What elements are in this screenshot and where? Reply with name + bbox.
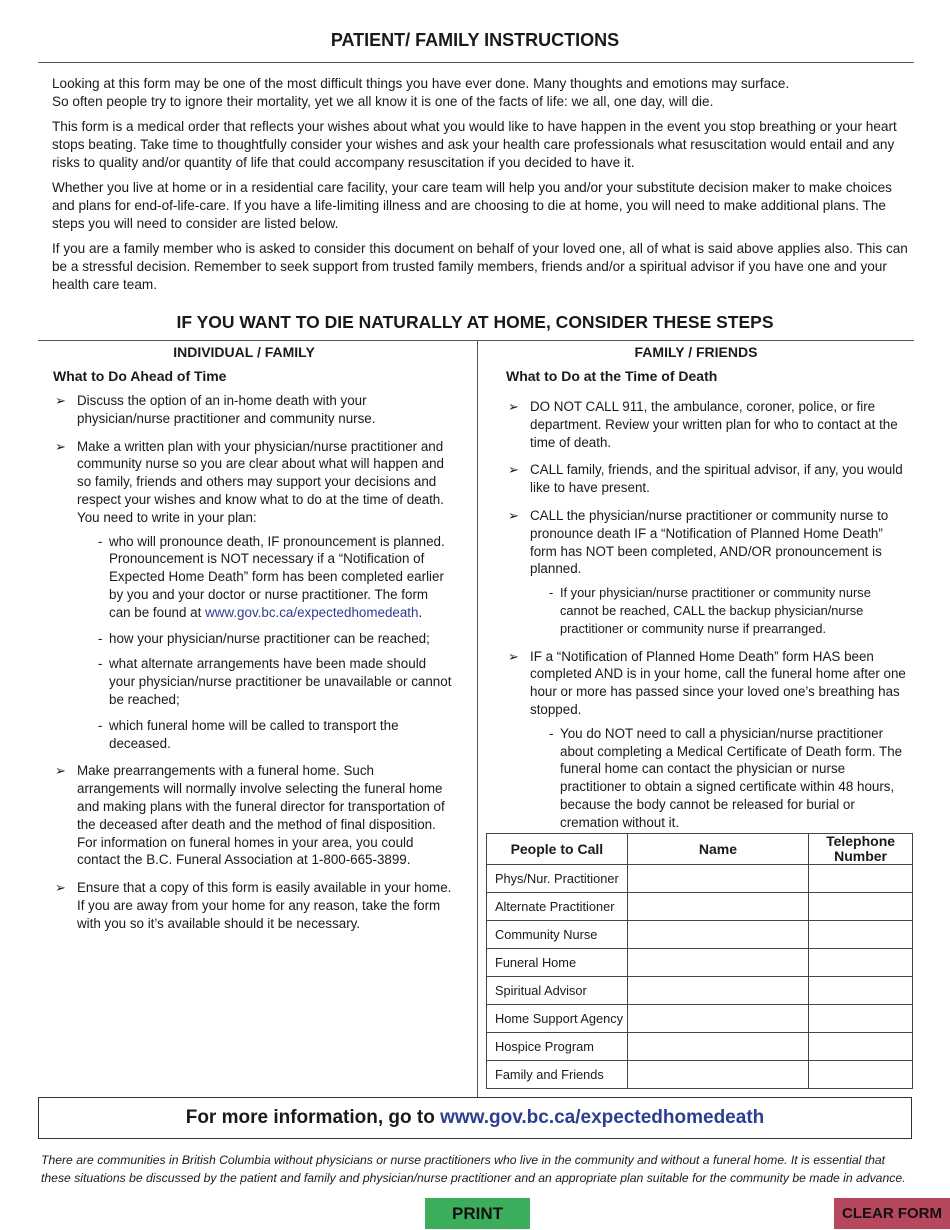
contact-telephone-field[interactable] [809, 1061, 913, 1089]
sub-list-item: - how your physician/nurse practitioner can be reached; [98, 630, 430, 646]
contact-role-cell: Hospice Program [487, 1033, 628, 1061]
arrow-bullet-icon: ➢ [508, 399, 519, 414]
contact-name-field[interactable] [627, 1061, 808, 1089]
contact-telephone-field[interactable] [809, 977, 913, 1005]
contact-name-field[interactable] [627, 865, 808, 893]
contact-role-cell: Alternate Practitioner [487, 893, 628, 921]
plan-items [77, 533, 453, 753]
contact-name-field[interactable] [627, 977, 808, 1005]
left-steps-list [53, 392, 453, 943]
list-item: ➢ Make prearrangements with a funeral home. Such arrangements will normally involve selecting the funeral home and making plans with the funeral director for transportation of the deceased after death and the method of final disposition. For information on funeral homes in your area, you could contact the B.C. Funeral Association at 1-800-665-3899. [55, 763, 445, 868]
funeral-sub-items [530, 725, 910, 832]
table-row [487, 1033, 913, 1061]
list-item: ➢ IF a “Notification of Planned Home Death” form HAS been completed AND is in your home, call the funeral home after one hour or more has passed since your loved one’s breathing has stopped. - You do NOT need to call a physician/nurse practitioner about completing a Medical Certificate of Death form. The funeral home can contact the physician or nurse practitioner to obtain a signed certificate within 48 hours, because the body cannot be released for burial or cremation without it. [506, 648, 910, 832]
contact-role-cell: Family and Friends [487, 1061, 628, 1089]
contact-name-field[interactable] [627, 1033, 808, 1061]
arrow-bullet-icon: ➢ [55, 438, 66, 454]
contact-role-cell: Spiritual Advisor [487, 977, 628, 1005]
contact-role-cell: Phys/Nur. Practitioner [487, 865, 628, 893]
contact-telephone-field[interactable] [809, 1005, 913, 1033]
contact-telephone-field[interactable] [809, 1033, 913, 1061]
intro-paragraph: Whether you live at home or in a residential care facility, your care team will help you and/or your substitute decision maker to make choices and plans for end-of-life-care. If you have a life-limiting illness and are choosing to die at home, you will need to make additional plans. The steps you will need to consider are listed below. [52, 180, 892, 231]
table-row [487, 893, 913, 921]
list-item: ➢ Make a written plan with your physician/nurse practitioner and community nurse so you are clear about what will happen and so family, friends and others may support your decisions and respect your wishes and know what to do at the time of death. You need to write in your plan: - who will pronounce death, IF pronouncement is planned. Pronouncement is NOT necessary if a “Notification of Expected Home Death” form has been completed earlier by you and your doctor or nurse practitioner. The form can be found at www.gov.bc.ca/expectedhomedeath. - how your physician/nurse practitioner can be reached; - what alternate arrangements have been made should your physician/nurse practitioner be unavailable or cannot be reached; - which funeral home will be called to transport the deceased. [55, 438, 452, 751]
arrow-bullet-icon: ➢ [55, 763, 66, 779]
steps-divider [38, 340, 914, 341]
arrow-bullet-icon: ➢ [508, 462, 519, 478]
contact-name-field[interactable] [627, 921, 808, 949]
contact-telephone-field[interactable] [809, 893, 913, 921]
right-column-subheading: What to Do at the Time of Death [506, 368, 718, 384]
contact-telephone-field[interactable] [809, 921, 913, 949]
title-divider [38, 62, 914, 63]
print-button[interactable]: PRINT [425, 1198, 530, 1229]
footnote: There are communities in British Columbia without physicians or nurse practitioners who live in the community and without a funeral home. It is essential that these situations be discussed by the patient and family and physician/nurse practitioner and an appropriate plan suitable for the community be made in advance. [41, 1153, 906, 1185]
table-row [487, 977, 913, 1005]
contact-role-cell: Home Support Agency [487, 1005, 628, 1033]
contact-role-cell: Funeral Home [487, 949, 628, 977]
steps-title: IF YOU WANT TO DIE NATURALLY AT HOME, CONSIDER THESE STEPS [176, 312, 774, 332]
clear-form-button[interactable]: CLEAR FORM [834, 1198, 950, 1229]
arrow-bullet-icon: ➢ [508, 507, 519, 523]
list-item: ➢ CALL family, friends, and the spiritual advisor, if any, you would like to have present. [508, 462, 903, 496]
list-item: ➢ CALL the physician/nurse practitioner or community nurse to pronounce death IF a “Notification of Planned Home Death” form has NOT been completed, AND/OR pronouncement is planned. - If your physician/nurse practitioner or community nurse cannot be reached, CALL the backup physician/nurse practitioner or community nurse if prearranged. [506, 507, 910, 638]
contact-name-field[interactable] [627, 949, 808, 977]
column-header-people: People to Call [487, 834, 628, 865]
column-header-name: Name [627, 834, 808, 865]
more-info-label: For more information, go to [185, 1107, 441, 1128]
call-sub-items [530, 584, 910, 637]
sub-list-item: - which funeral home will be called to transport the deceased. [98, 717, 399, 751]
list-item: ➢ DO NOT CALL 911, the ambulance, coroner, police, or fire department. Review your written plan for who to contact at the time of death. [508, 399, 898, 450]
contact-name-field[interactable] [627, 1005, 808, 1033]
column-header-telephone: Telephone Number [809, 834, 913, 865]
right-steps-list [506, 398, 910, 842]
more-info-link[interactable]: www.gov.bc.ca/expectedhomedeath [440, 1107, 765, 1128]
arrow-bullet-icon: ➢ [508, 648, 519, 664]
table-row [487, 1005, 913, 1033]
table-row [487, 949, 913, 977]
contact-telephone-field[interactable] [809, 949, 913, 977]
column-divider [477, 340, 478, 1097]
intro-paragraph: Looking at this form may be one of the most difficult things you have ever done. Many thoughts and emotions may surface. So often people try to ignore their mortality, yet we all know it is one of the facts of life: we all, one day, will die. [52, 76, 790, 109]
arrow-bullet-icon: ➢ [55, 880, 66, 896]
list-item: ➢ Discuss the option of an in-home death with your physician/nurse practitioner and community nurse. [55, 393, 376, 426]
sub-list-item: - You do NOT need to call a physician/nurse practitioner about completing a Medical Certificate of Death form. The funeral home can contact the physician or nurse practitioner to obtain a signed certificate within 48 hours, because the body cannot be released for burial or cremation without it. [549, 725, 903, 830]
page-title: PATIENT/ FAMILY INSTRUCTIONS [330, 30, 620, 50]
people-to-call-table [486, 833, 913, 1089]
list-item: ➢ Ensure that a copy of this form is easily available in your home. If you are away from your home for any reason, take the form with you so it’s available should it be necessary. [55, 880, 452, 931]
contact-name-field[interactable] [627, 893, 808, 921]
more-info-box [38, 1097, 912, 1139]
contact-telephone-field[interactable] [809, 865, 913, 893]
sub-list-item: - who will pronounce death, IF pronouncement is planned. Pronouncement is NOT necessary if a “Notification of Expected Home Death” form has been completed earlier by you and your doctor or nurse practitioner. The form can be found at www.gov.bc.ca/expectedhomedeath. [98, 533, 445, 620]
sub-list-item: - If your physician/nurse practitioner or community nurse cannot be reached, CALL the backup physician/nurse practitioner or community nurse if prearranged. [549, 585, 871, 636]
intro-section [52, 75, 912, 301]
right-column-heading: FAMILY / FRIENDS [634, 344, 758, 360]
sub-list-item: - what alternate arrangements have been made should your physician/nurse practitioner be unavailable or cannot be reached; [98, 656, 452, 707]
expected-home-death-link[interactable]: www.gov.bc.ca/expectedhomedeath [205, 604, 419, 620]
table-row [487, 1061, 913, 1089]
left-column-heading: INDIVIDUAL / FAMILY [173, 344, 315, 360]
arrow-bullet-icon: ➢ [55, 393, 66, 408]
intro-paragraph: This form is a medical order that reflects your wishes about what you would like to have happen in the event you stop breathing or your heart stops beating. Take time to thoughtfully consider your wishes and ask your health care professionals what resuscitation would entail and any risks to quality and/or quantity of life that could accompany resuscitation if you decided to have it. [52, 119, 897, 170]
intro-paragraph: If you are a family member who is asked to consider this document on behalf of your loved one, all of what is said above applies also. This can be a stressful decision. Remember to seek support from trusted family members, friends and/or a spiritual advisor if you have one and your health care team. [52, 241, 908, 292]
table-row [487, 865, 913, 893]
left-column-subheading: What to Do Ahead of Time [53, 368, 227, 384]
contact-role-cell: Community Nurse [487, 921, 628, 949]
table-row [487, 921, 913, 949]
table-header-row [487, 834, 913, 865]
